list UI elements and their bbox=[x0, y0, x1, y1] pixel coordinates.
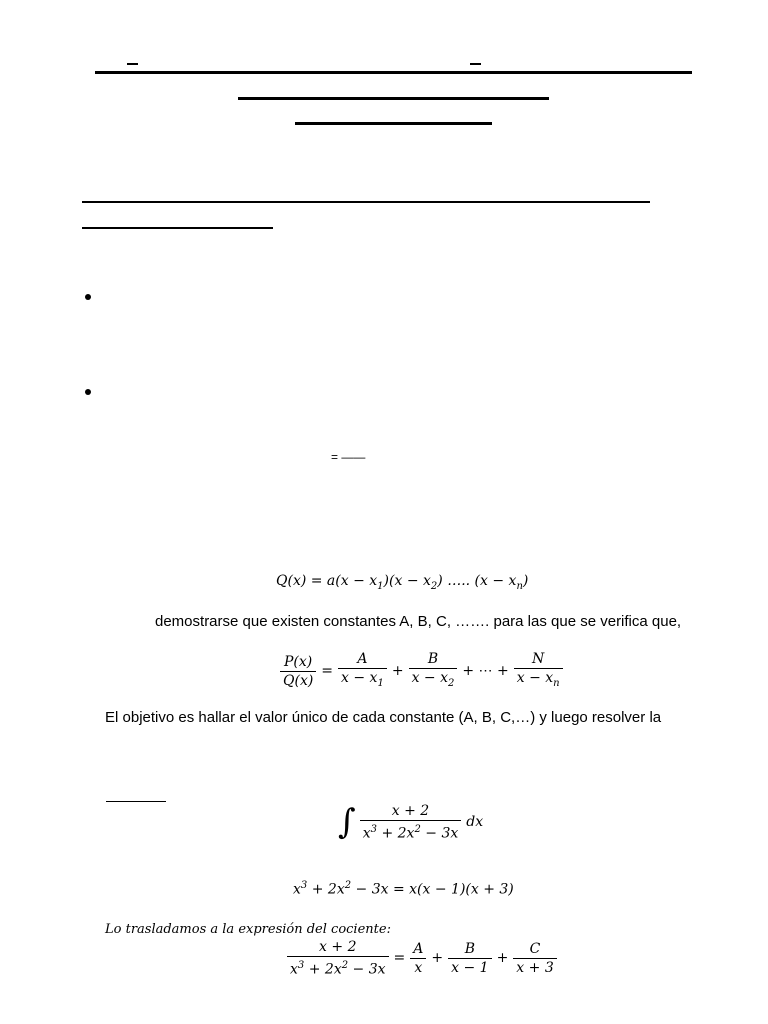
fraction-a: $\frac{A}{x - x_1}$ bbox=[338, 650, 387, 693]
equation-final-decomposition: $\frac{x + 2}{x^3 + 2x^2 - 3x}$ = $\frac{A}{x}$ + $\frac{B}{x - 1}$ + $\frac{C}{x + 3}$ bbox=[285, 938, 559, 979]
heading-line-3 bbox=[295, 122, 492, 125]
final-fraction-b: $\frac{B}{x - 1}$ bbox=[448, 940, 491, 977]
small-equation-fragment: = —— bbox=[331, 450, 366, 464]
final-fraction-c: $\frac{C}{x + 3}$ bbox=[513, 940, 556, 977]
final-fraction-a: $\frac{A}{x}$ bbox=[410, 940, 426, 977]
fraction-n: $\frac{N}{x - x_n}$ bbox=[514, 650, 563, 693]
paragraph-trasladamos: Lo trasladamos a la expresión del cociente: bbox=[105, 922, 391, 937]
heading-line-1 bbox=[95, 71, 692, 74]
heading-dash-right bbox=[470, 63, 481, 65]
bullet-2 bbox=[85, 389, 91, 395]
equation-factorization: $x^3 + 2x^2 - 3x = x(x - 1)(x + 3)$ bbox=[293, 880, 514, 898]
integral-fraction: $\frac{x + 2}{x^3 + 2x^2 - 3x}$ bbox=[360, 802, 462, 843]
final-lhs-fraction: $\frac{x + 2}{x^3 + 2x^2 - 3x}$ bbox=[287, 938, 389, 979]
integral-sign: ∫ bbox=[338, 802, 356, 843]
section-line-1 bbox=[82, 201, 650, 203]
equation-q-factorization: $Q(x) = a(x - x_1)(x - x_2)$ ….. $(x - x_n)$ bbox=[276, 573, 529, 592]
fraction-b: $\frac{B}{x - x_2}$ bbox=[409, 650, 458, 693]
equation-integral: ∫ $\frac{x + 2}{x^3 + 2x^2 - 3x}$ dx bbox=[338, 802, 484, 843]
bullet-1 bbox=[85, 294, 91, 300]
paragraph-objetivo: El objetivo es hallar el valor único de cada constante (A, B, C,…) y luego resolver la bbox=[105, 709, 662, 726]
paragraph-demostrarse: demostrarse que existen constantes A, B, C, ……. para las que se verifica que, bbox=[155, 613, 682, 630]
heading-line-2 bbox=[238, 97, 549, 100]
section-line-2 bbox=[82, 227, 273, 229]
fraction-p-over-q: $\frac{P(x)}{Q(x)}$ bbox=[280, 653, 316, 690]
equation-decomposition: $\frac{P(x)}{Q(x)}$ = $\frac{A}{x - x_1}$ + $\frac{B}{x - x_2}$ + ⋯ + $\frac{N}{x - x_n}$ bbox=[278, 650, 565, 693]
heading-dash-left bbox=[127, 63, 138, 65]
short-underline bbox=[106, 801, 166, 802]
